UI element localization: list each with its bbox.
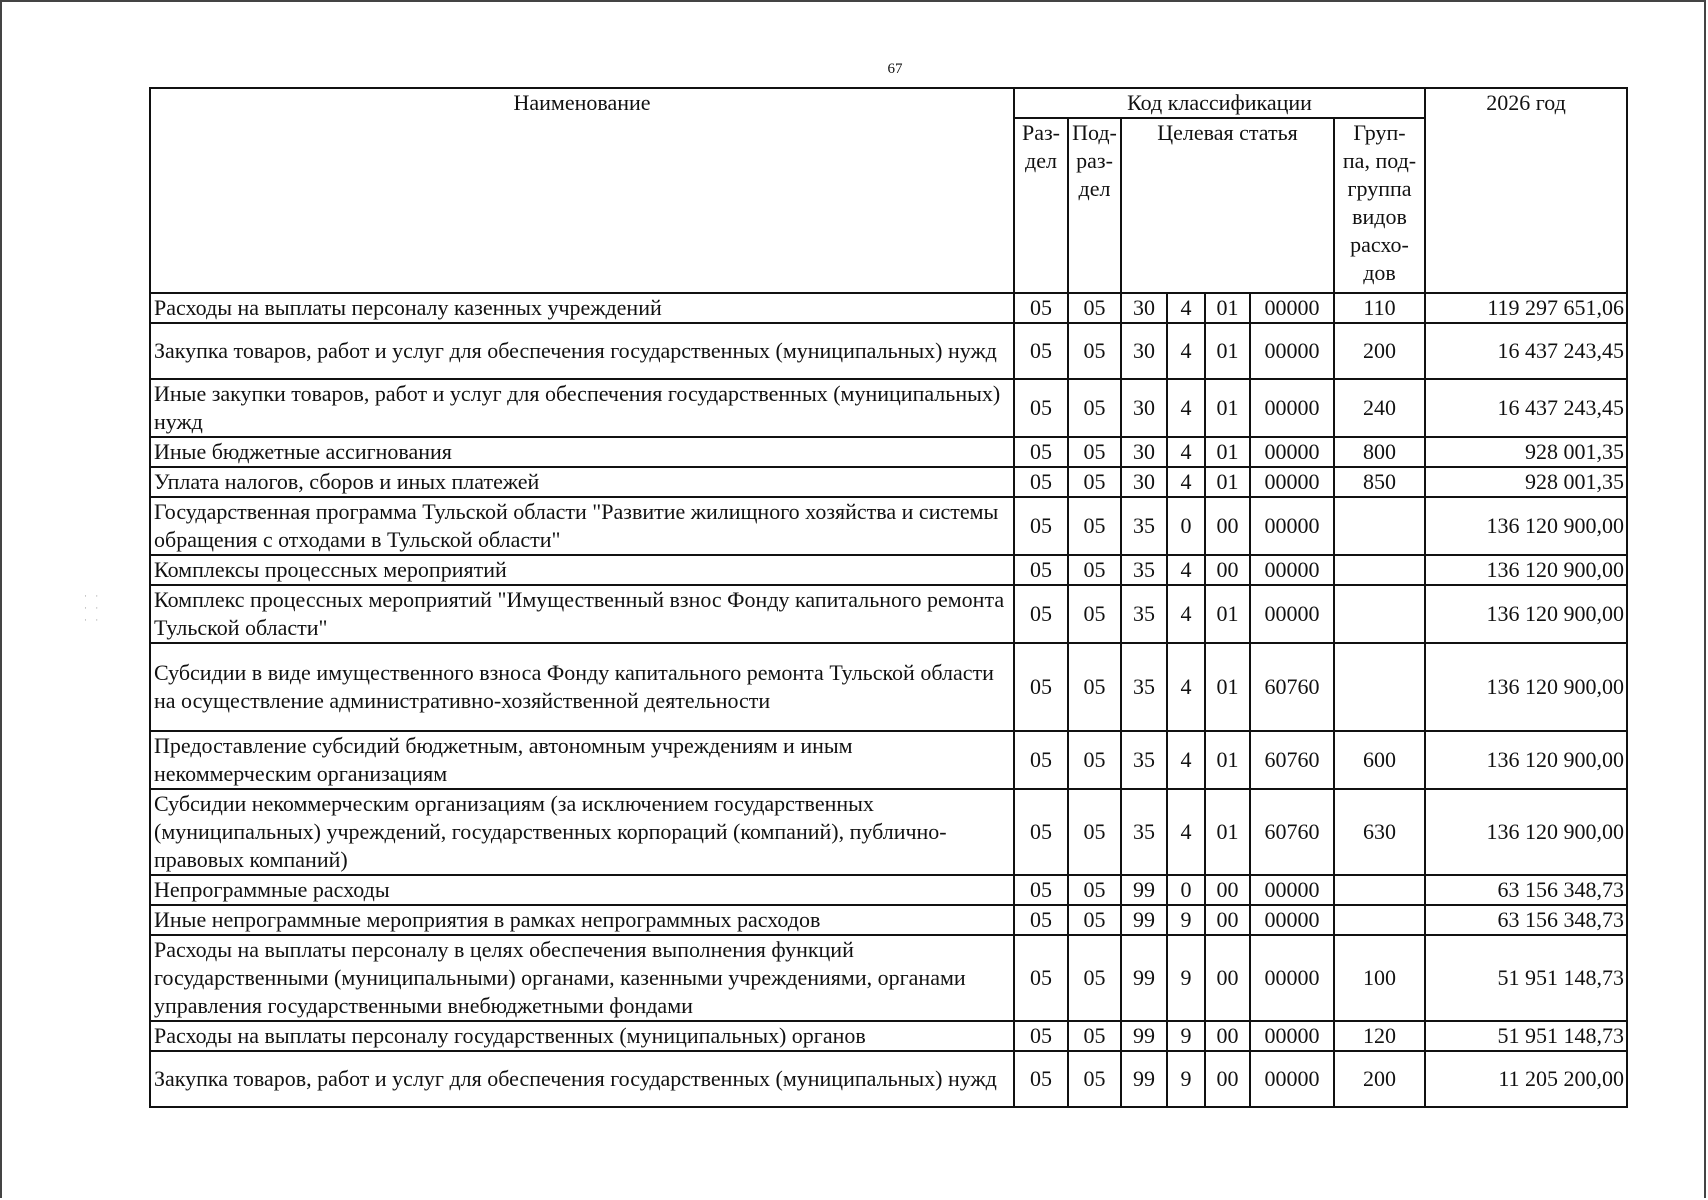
row-name: Предоставление субсидий бюджетным, автономным учреждениям и иным некоммерческим организациям (150, 731, 1014, 789)
row-amount: 136 120 900,00 (1425, 789, 1627, 875)
row-razdel: 05 (1014, 437, 1068, 467)
row-target-code: 00000 (1250, 1051, 1334, 1107)
row-target-type: 0 (1167, 497, 1205, 555)
row-target-program: 30 (1121, 323, 1167, 379)
row-target-direction: 00 (1205, 905, 1250, 935)
row-expense-group: 850 (1334, 467, 1425, 497)
table-row (150, 1021, 1627, 1051)
table-row (150, 555, 1627, 585)
scan-artifact: · · · · · · (84, 591, 102, 625)
row-target-direction: 01 (1205, 467, 1250, 497)
row-amount: 63 156 348,73 (1425, 875, 1627, 905)
row-podrazdel: 05 (1068, 935, 1121, 1021)
table-row (150, 379, 1627, 437)
budget-table (149, 87, 1628, 1108)
row-target-direction: 00 (1205, 875, 1250, 905)
row-target-direction: 01 (1205, 585, 1250, 643)
row-razdel: 05 (1014, 643, 1068, 731)
table-row (150, 1051, 1627, 1107)
row-amount: 928 001,35 (1425, 467, 1627, 497)
row-razdel: 05 (1014, 905, 1068, 935)
row-expense-group: 110 (1334, 293, 1425, 323)
row-amount: 136 120 900,00 (1425, 585, 1627, 643)
row-name: Иные бюджетные ассигнования (150, 437, 1014, 467)
row-target-program: 99 (1121, 1021, 1167, 1051)
row-name: Комплекс процессных мероприятий "Имущественный взнос Фонду капитального ремонта Тульской области" (150, 585, 1014, 643)
row-target-direction: 00 (1205, 555, 1250, 585)
row-target-program: 99 (1121, 875, 1167, 905)
row-target-code: 60760 (1250, 789, 1334, 875)
row-amount: 11 205 200,00 (1425, 1051, 1627, 1107)
row-name: Расходы на выплаты персоналу в целях обеспечения выполнения функций государственными (муниципальными) органами, казенными учреждениями, органами управления государственными внебюджетными фондами (150, 935, 1014, 1021)
row-target-program: 99 (1121, 1051, 1167, 1107)
row-amount: 16 437 243,45 (1425, 323, 1627, 379)
row-expense-group: 630 (1334, 789, 1425, 875)
row-target-type: 4 (1167, 731, 1205, 789)
row-target-direction: 00 (1205, 935, 1250, 1021)
row-target-code: 00000 (1250, 585, 1334, 643)
header-group: Груп- па, под- группа видов расхо- дов (1334, 118, 1425, 293)
row-name: Уплата налогов, сборов и иных платежей (150, 467, 1014, 497)
row-name: Комплексы процессных мероприятий (150, 555, 1014, 585)
row-name: Закупка товаров, работ и услуг для обеспечения государственных (муниципальных) нужд (150, 1051, 1014, 1107)
table-row (150, 789, 1627, 875)
row-target-type: 4 (1167, 379, 1205, 437)
row-target-type: 0 (1167, 875, 1205, 905)
row-amount: 136 120 900,00 (1425, 497, 1627, 555)
row-razdel: 05 (1014, 379, 1068, 437)
row-razdel: 05 (1014, 1051, 1068, 1107)
header-razdel: Раз- дел (1014, 118, 1068, 293)
row-target-program: 35 (1121, 643, 1167, 731)
row-target-code: 00000 (1250, 379, 1334, 437)
row-podrazdel: 05 (1068, 497, 1121, 555)
row-razdel: 05 (1014, 875, 1068, 905)
row-podrazdel: 05 (1068, 467, 1121, 497)
row-target-direction: 01 (1205, 379, 1250, 437)
row-name: Субсидии в виде имущественного взноса Фонду капитального ремонта Тульской области на осуществление административно-хозяйственной деятельности (150, 643, 1014, 731)
row-razdel: 05 (1014, 1021, 1068, 1051)
row-expense-group: 200 (1334, 323, 1425, 379)
row-target-program: 35 (1121, 497, 1167, 555)
row-podrazdel: 05 (1068, 323, 1121, 379)
row-amount: 136 120 900,00 (1425, 643, 1627, 731)
row-amount: 16 437 243,45 (1425, 379, 1627, 437)
row-target-code: 60760 (1250, 643, 1334, 731)
row-razdel: 05 (1014, 555, 1068, 585)
row-target-program: 30 (1121, 293, 1167, 323)
row-target-program: 35 (1121, 555, 1167, 585)
row-target-direction: 01 (1205, 293, 1250, 323)
row-name: Непрограммные расходы (150, 875, 1014, 905)
row-target-code: 00000 (1250, 293, 1334, 323)
row-expense-group (1334, 585, 1425, 643)
row-razdel: 05 (1014, 935, 1068, 1021)
row-target-direction: 01 (1205, 789, 1250, 875)
row-razdel: 05 (1014, 585, 1068, 643)
row-expense-group (1334, 497, 1425, 555)
row-amount: 63 156 348,73 (1425, 905, 1627, 935)
row-target-program: 99 (1121, 935, 1167, 1021)
row-target-code: 00000 (1250, 323, 1334, 379)
row-target-program: 35 (1121, 789, 1167, 875)
row-name: Иные непрограммные мероприятия в рамках непрограммных расходов (150, 905, 1014, 935)
table-row (150, 585, 1627, 643)
row-expense-group: 800 (1334, 437, 1425, 467)
row-target-code: 00000 (1250, 555, 1334, 585)
row-podrazdel: 05 (1068, 293, 1121, 323)
table-row (150, 875, 1627, 905)
header-name: Наименование (150, 88, 1014, 293)
table-row (150, 293, 1627, 323)
row-podrazdel: 05 (1068, 789, 1121, 875)
table-row (150, 323, 1627, 379)
row-amount: 136 120 900,00 (1425, 731, 1627, 789)
row-target-code: 00000 (1250, 1021, 1334, 1051)
row-target-program: 30 (1121, 437, 1167, 467)
row-name: Расходы на выплаты персоналу государственных (муниципальных) органов (150, 1021, 1014, 1051)
row-expense-group: 200 (1334, 1051, 1425, 1107)
row-razdel: 05 (1014, 497, 1068, 555)
row-name: Субсидии некоммерческим организациям (за исключением государственных (муниципальных) учреждений, государственных корпораций (компаний), публично-правовых компаний) (150, 789, 1014, 875)
row-target-program: 35 (1121, 731, 1167, 789)
row-podrazdel: 05 (1068, 1021, 1121, 1051)
table-row (150, 935, 1627, 1021)
table-row (150, 437, 1627, 467)
row-target-program: 30 (1121, 467, 1167, 497)
row-name: Государственная программа Тульской области "Развитие жилищного хозяйства и системы обращения с отходами в Тульской области" (150, 497, 1014, 555)
table-row (150, 731, 1627, 789)
row-target-direction: 01 (1205, 731, 1250, 789)
table-row (150, 643, 1627, 731)
page-number: 67 (887, 61, 903, 77)
row-target-type: 4 (1167, 643, 1205, 731)
row-target-direction: 00 (1205, 1021, 1250, 1051)
row-target-direction: 00 (1205, 497, 1250, 555)
header-code: Код классификации (1014, 88, 1425, 118)
row-target-code: 00000 (1250, 467, 1334, 497)
row-target-type: 9 (1167, 1051, 1205, 1107)
table-body (150, 293, 1627, 1107)
row-amount: 136 120 900,00 (1425, 555, 1627, 585)
row-target-code: 00000 (1250, 935, 1334, 1021)
row-expense-group: 240 (1334, 379, 1425, 437)
row-expense-group: 600 (1334, 731, 1425, 789)
row-target-type: 9 (1167, 905, 1205, 935)
row-expense-group: 120 (1334, 1021, 1425, 1051)
row-target-type: 9 (1167, 935, 1205, 1021)
row-target-code: 00000 (1250, 497, 1334, 555)
row-expense-group (1334, 905, 1425, 935)
row-expense-group: 100 (1334, 935, 1425, 1021)
row-podrazdel: 05 (1068, 555, 1121, 585)
row-podrazdel: 05 (1068, 643, 1121, 731)
row-name: Расходы на выплаты персоналу казенных учреждений (150, 293, 1014, 323)
header-podrazdel: Под- раз- дел (1068, 118, 1121, 293)
row-expense-group (1334, 875, 1425, 905)
table-row (150, 905, 1627, 935)
row-razdel: 05 (1014, 323, 1068, 379)
header-target: Целевая статья (1121, 118, 1334, 293)
row-podrazdel: 05 (1068, 379, 1121, 437)
row-target-program: 99 (1121, 905, 1167, 935)
row-target-type: 4 (1167, 293, 1205, 323)
row-podrazdel: 05 (1068, 875, 1121, 905)
row-target-type: 4 (1167, 467, 1205, 497)
row-target-type: 4 (1167, 555, 1205, 585)
row-name: Иные закупки товаров, работ и услуг для обеспечения государственных (муниципальных) нужд (150, 379, 1014, 437)
row-target-direction: 00 (1205, 1051, 1250, 1107)
row-target-code: 00000 (1250, 437, 1334, 467)
table-header (150, 88, 1627, 293)
row-razdel: 05 (1014, 467, 1068, 497)
row-podrazdel: 05 (1068, 731, 1121, 789)
row-podrazdel: 05 (1068, 1051, 1121, 1107)
row-target-direction: 01 (1205, 437, 1250, 467)
row-razdel: 05 (1014, 293, 1068, 323)
table-row (150, 467, 1627, 497)
row-target-direction: 01 (1205, 323, 1250, 379)
row-target-type: 4 (1167, 789, 1205, 875)
row-target-type: 4 (1167, 585, 1205, 643)
row-amount: 51 951 148,73 (1425, 935, 1627, 1021)
row-amount: 119 297 651,06 (1425, 293, 1627, 323)
row-razdel: 05 (1014, 731, 1068, 789)
row-target-code: 00000 (1250, 875, 1334, 905)
row-target-code: 60760 (1250, 731, 1334, 789)
header-year: 2026 год (1425, 88, 1627, 293)
row-podrazdel: 05 (1068, 905, 1121, 935)
row-expense-group (1334, 555, 1425, 585)
row-target-code: 00000 (1250, 905, 1334, 935)
row-target-type: 9 (1167, 1021, 1205, 1051)
row-target-direction: 01 (1205, 643, 1250, 731)
row-target-program: 35 (1121, 585, 1167, 643)
row-amount: 928 001,35 (1425, 437, 1627, 467)
row-razdel: 05 (1014, 789, 1068, 875)
row-podrazdel: 05 (1068, 437, 1121, 467)
row-expense-group (1334, 643, 1425, 731)
row-amount: 51 951 148,73 (1425, 1021, 1627, 1051)
row-target-program: 30 (1121, 379, 1167, 437)
row-target-type: 4 (1167, 437, 1205, 467)
row-target-type: 4 (1167, 323, 1205, 379)
row-name: Закупка товаров, работ и услуг для обеспечения государственных (муниципальных) нужд (150, 323, 1014, 379)
row-podrazdel: 05 (1068, 585, 1121, 643)
table-row (150, 497, 1627, 555)
